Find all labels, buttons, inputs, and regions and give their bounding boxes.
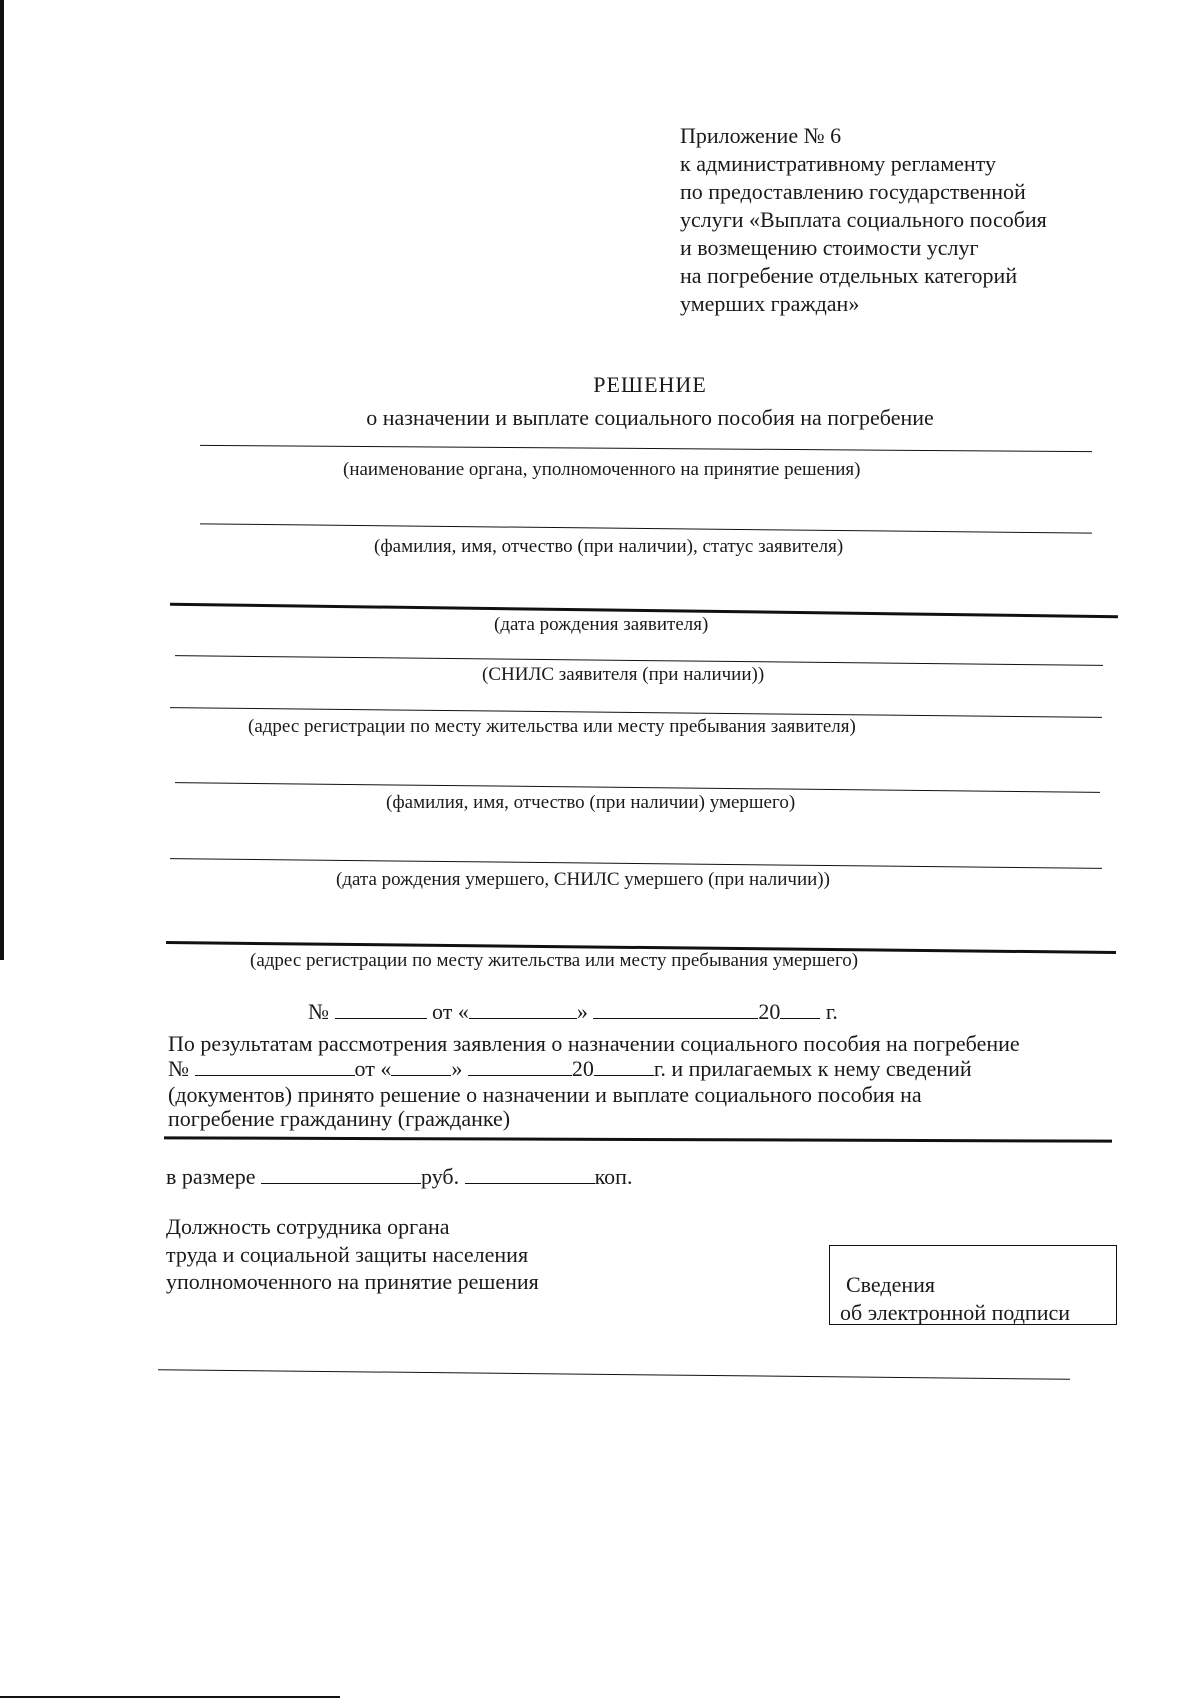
header-line: к административному регламенту [680, 151, 996, 176]
quote-close: » [576, 999, 588, 1024]
rubles-blank [261, 1182, 421, 1184]
document-title: РЕШЕНИЕ [593, 372, 707, 397]
header-line: умерших граждан» [680, 291, 860, 316]
field-line-applicant-name [200, 523, 1092, 533]
signature-label-1: Сведения [846, 1272, 936, 1297]
amount-line [166, 1164, 632, 1190]
results-line-2-tail: г. и прилагаемых к нему сведений [653, 1056, 972, 1081]
kopecks-label: коп. [594, 1164, 633, 1189]
year-prefix: 20 [758, 999, 781, 1024]
scan-left-edge [0, 0, 4, 960]
application-year-prefix: 20 [571, 1056, 594, 1081]
position-line-1: Должность сотрудника органа [166, 1214, 450, 1239]
header-line: Приложение № 6 [680, 123, 842, 148]
results-line-4: погребение гражданину (гражданке) [168, 1106, 511, 1131]
month-blank [593, 1017, 758, 1019]
decision-number-blank [335, 1017, 427, 1019]
application-day-blank [391, 1074, 451, 1076]
year-suffix: г. [825, 999, 838, 1024]
field-caption-deceased-name: (фамилия, имя, отчество (при наличии) умершего) [386, 792, 796, 813]
application-month-blank [468, 1074, 572, 1076]
application-number-sign: № [168, 1056, 189, 1081]
field-caption-deceased-birthdate: (дата рождения умершего, СНИЛС умершего (при наличии)) [336, 869, 830, 890]
results-line-1: По результатам рассмотрения заявления о назначении социального пособия на погребение [168, 1031, 1020, 1056]
document-subtitle: о назначении и выплате социального пособия на погребение [366, 405, 934, 430]
signature-label-2: об электронной подписи [840, 1300, 1071, 1325]
rubles-label: руб. [420, 1164, 460, 1189]
position-line-3: уполномоченного на принятие решения [166, 1269, 539, 1294]
appendix-header [680, 122, 1047, 318]
from-label: от « [432, 999, 469, 1024]
results-line-3: (документов) принято решение о назначении и выплате социального пособия на [168, 1082, 922, 1107]
header-line: на погребение отдельных категорий [680, 263, 1018, 288]
field-caption-organ: (наименование органа, уполномоченного на принятие решения) [343, 459, 861, 480]
field-caption-deceased-address: (адрес регистрации по месту жительства или месту пребывания умершего) [250, 950, 859, 971]
field-caption-applicant-address: (адрес регистрации по месту жительства или месту пребывания заявителя) [248, 716, 856, 737]
application-quote-close: » [451, 1056, 463, 1081]
results-line-2 [168, 1056, 972, 1082]
kopecks-blank [465, 1182, 595, 1184]
decision-number-line [308, 999, 838, 1025]
position-line-2: труда и социальной защиты населения [166, 1242, 529, 1267]
header-line: услуги «Выплата социального пособия [680, 207, 1047, 232]
bottom-signature-line [158, 1369, 1070, 1380]
number-sign: № [308, 999, 329, 1024]
field-caption-applicant-name: (фамилия, имя, отчество (при наличии), статус заявителя) [374, 536, 844, 557]
year-blank [780, 1017, 820, 1019]
day-blank [469, 1017, 577, 1019]
application-year-blank [594, 1074, 654, 1076]
field-caption-applicant-birthdate: (дата рождения заявителя) [494, 614, 709, 635]
field-caption-applicant-snils: (СНИЛС заявителя (при наличии)) [482, 664, 765, 685]
application-from-label: от « [354, 1056, 392, 1081]
header-line: по предоставлению государственной [680, 179, 1026, 204]
recipient-name-line [164, 1136, 1112, 1142]
application-number-blank [195, 1074, 355, 1076]
field-line-organ [200, 445, 1092, 452]
field-line-deceased-birthdate [170, 858, 1102, 869]
header-line: и возмещению стоимости услуг [680, 235, 979, 260]
amount-prefix: в размере [166, 1164, 256, 1189]
